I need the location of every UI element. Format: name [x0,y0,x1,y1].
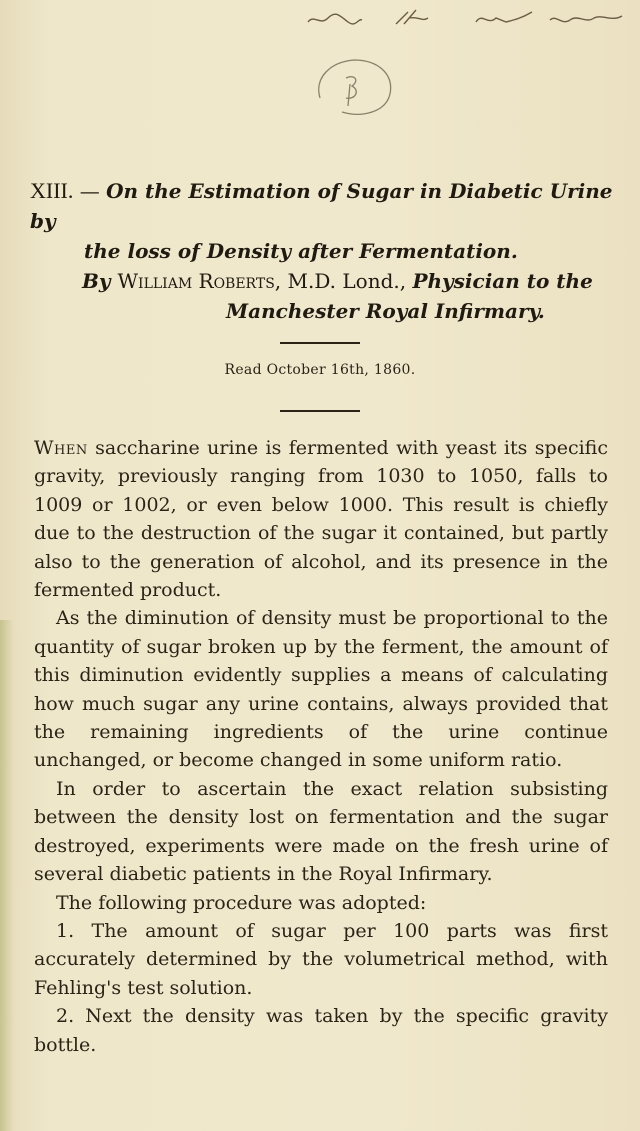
title-line-2: the loss of Density after Fermentation. [84,239,518,263]
author-name: William Roberts [117,269,275,293]
paragraph-2: As the diminution of density must be proportional to the quantity of sugar broken up by the ferment, the amount of this diminution evidently supplies a means of calculating how much sugar any urine contains, always provided that the remaining ingredients of the urine continue unchanged, or become changed in some uniform ratio. [34,607,608,772]
author-credentials: , M.D. Lond., [274,269,413,293]
paragraph-1-text: saccharine urine is fermented with yeast its specific gravity, previously ranging from 1030 to 1050, falls to 1009 or 1002, or even below 1000. This result is chiefly due to the destruction of the sugar it contained, but partly also to the generation of alcohol, and its presence in the fermented product. [34,437,608,602]
paragraph-1 [34,434,608,604]
paragraph-4: The following procedure was adopted: [56,891,427,914]
page-edge-shading [0,620,14,1131]
article-number: XIII. [30,178,74,203]
divider-bottom [280,410,360,412]
paragraph-6: 2. Next the density was taken by the specific gravity bottle. [34,1005,608,1056]
divider-top [280,342,360,344]
paragraph-3: In order to ascertain the exact relation subsisting between the density lost on fermentation and the sugar destroyed, experiments were made on the fresh urine of several diabetic patients in the Royal Infirmary. [34,777,608,886]
handwritten-annotation [300,6,630,30]
heading-dash: — [73,179,107,203]
by-label: By [82,269,118,293]
library-stamp [290,48,420,120]
read-date: Read October 16th, 1860. [224,362,416,378]
article-body [34,434,608,1059]
paragraph-1-lead: When [34,437,88,459]
author-institution: Manchester Royal Infirmary. [226,299,545,323]
title-line-1: On the Estimation of Sugar in Diabetic Urine by [30,179,613,233]
author-position: Physician to the [412,269,593,293]
article-heading [30,176,620,326]
paragraph-5: 1. The amount of sugar per 100 parts was first accurately determined by the volumetrical method, with Fehling's test solution. [34,919,608,999]
